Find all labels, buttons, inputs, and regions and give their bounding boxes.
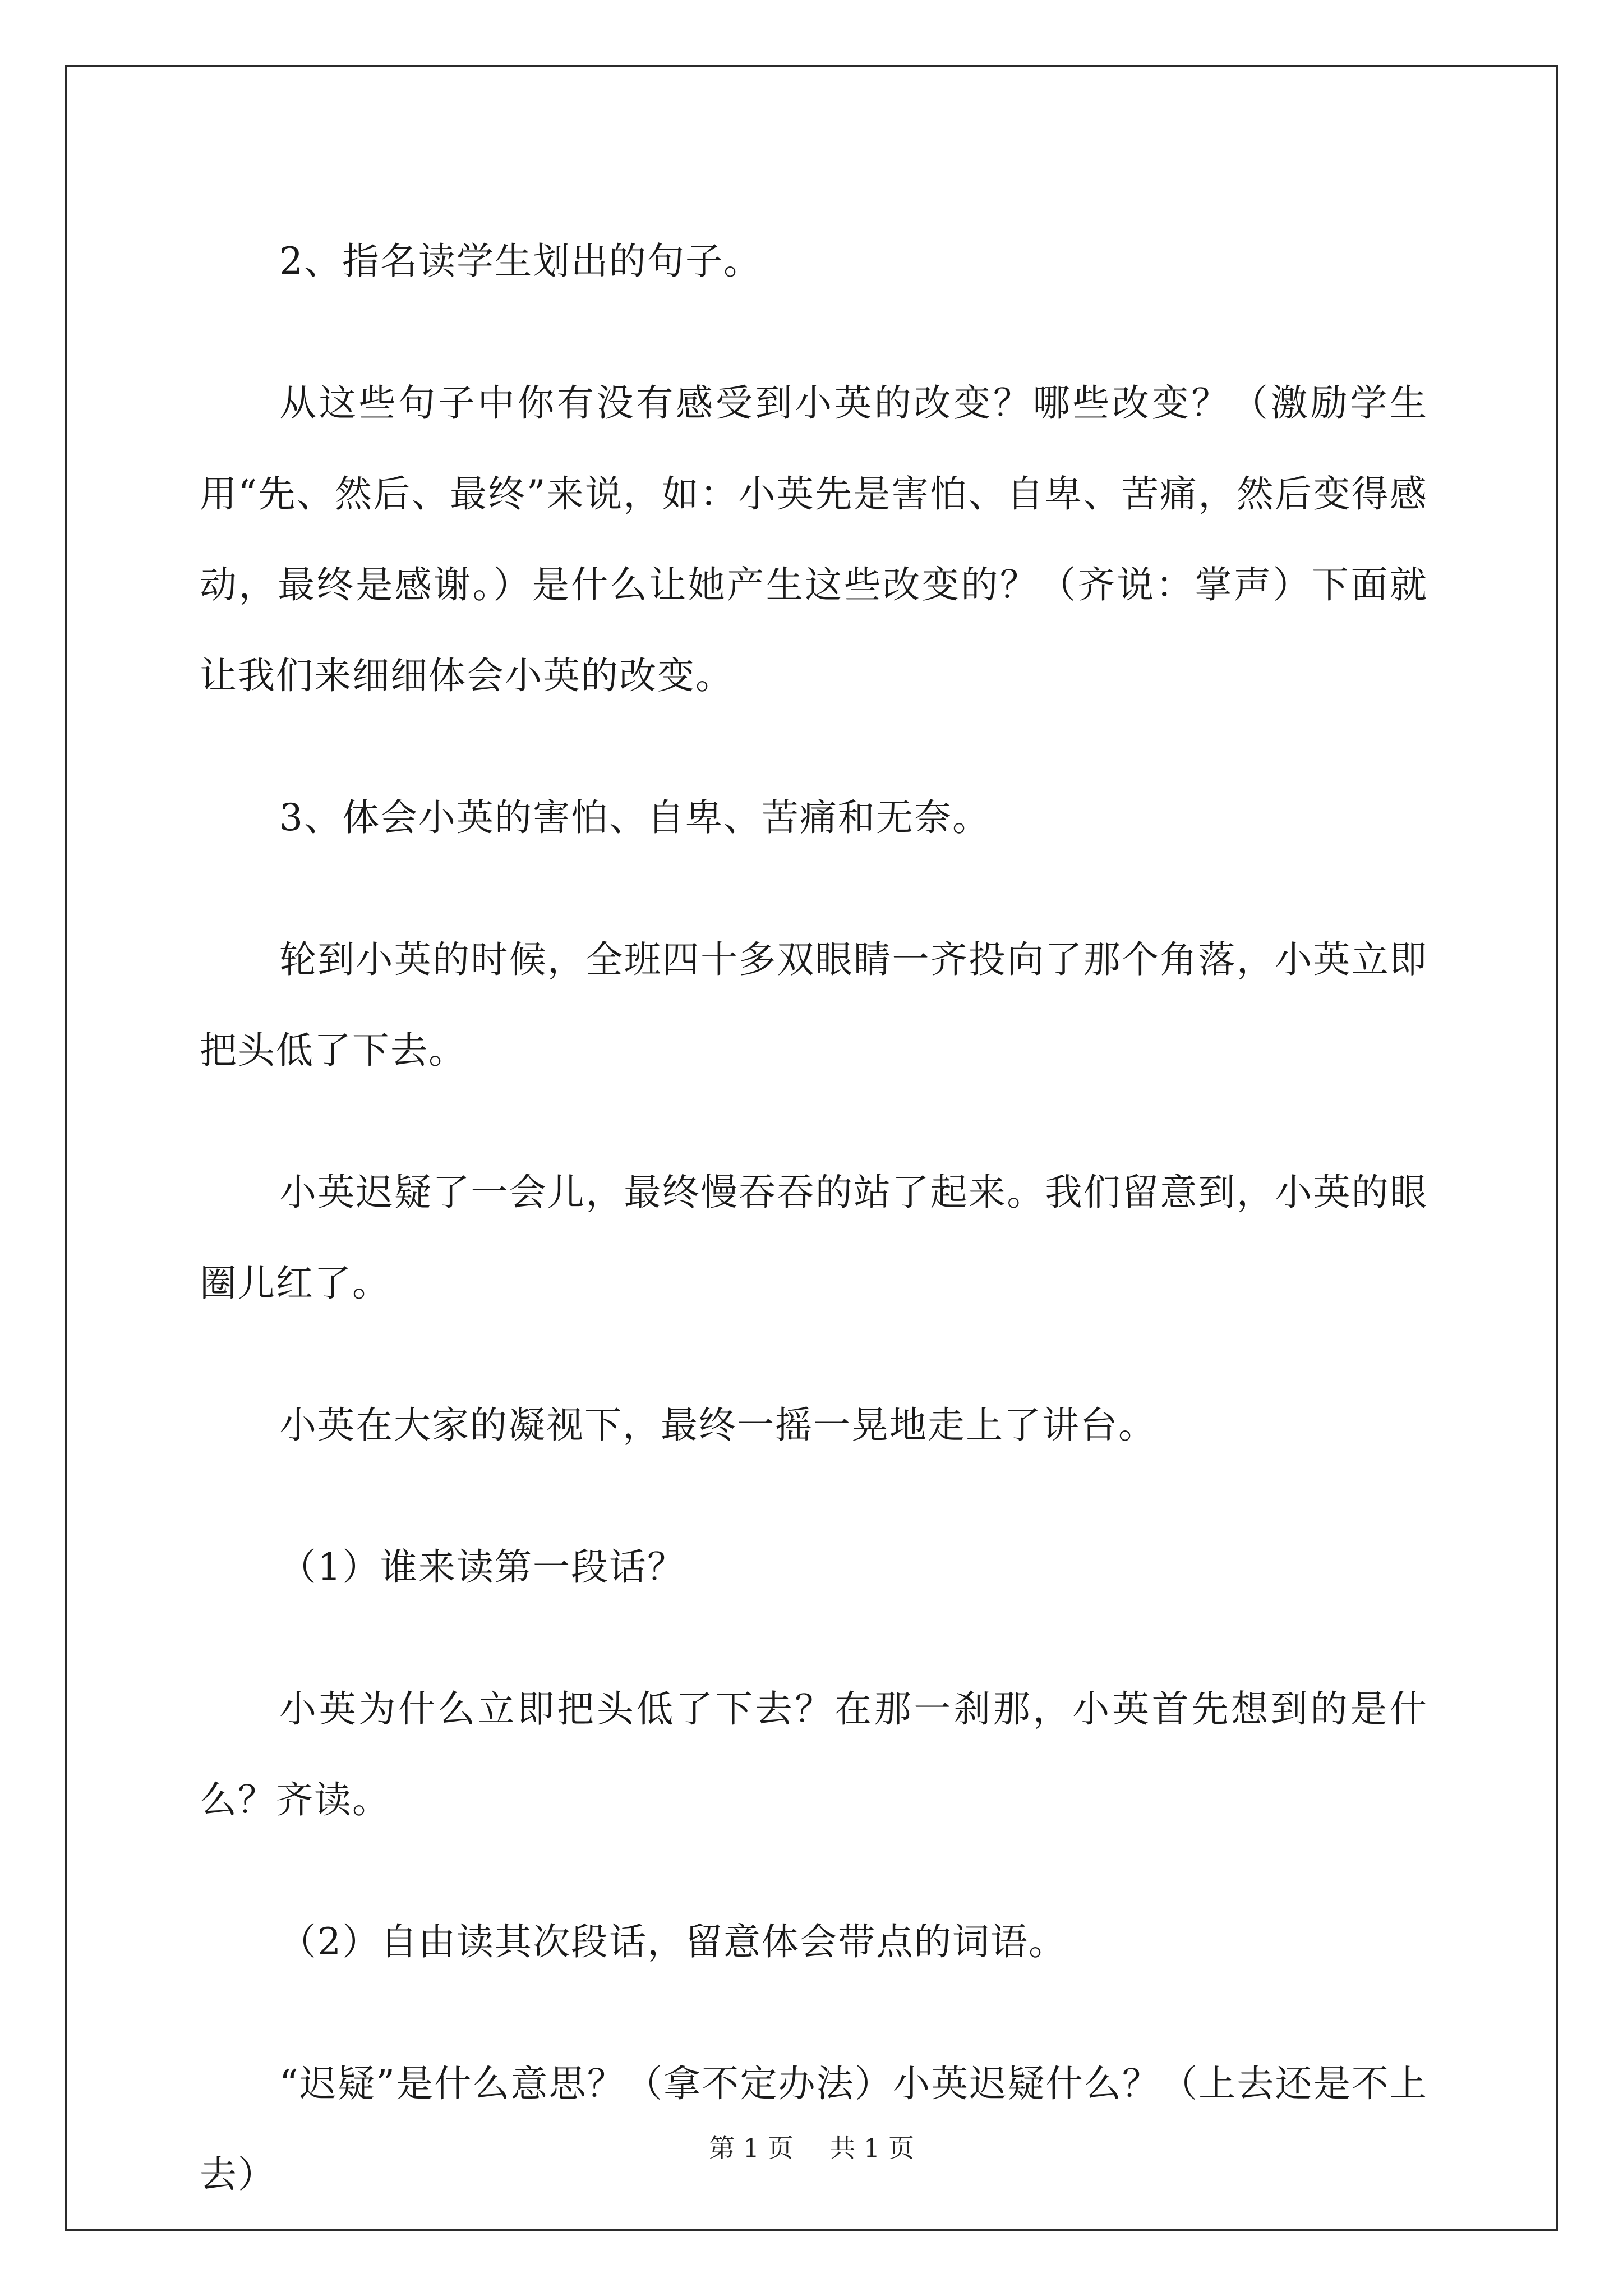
page-footer [0,2131,1623,2165]
paragraph: （2）自由读其次段话，留意体会带点的词语。 [279,1920,1067,1963]
document-body [200,216,1428,2271]
paragraph: 2、指名读学生划出的句子。 [279,240,762,283]
paragraph: 小英为什么立即把头低了下去？在那一刹那，小英首先想到的是什么？齐读。 [200,1687,1428,1821]
paragraph: 从这些句子中你有没有感受到小英的改变？哪些改变？（激励学生用“先、然后、最终”来说，如：小英先是害怕、自卑、苦痛，然后变得感动，最终是感谢。）是什么让她产生这些改变的？（齐说：掌声）下面就让我们来细细体会小英的改变。 [200,381,1428,697]
page-number: 第 1 页 [709,2133,794,2163]
paragraph: 小英在大家的凝视下，最终一摇一晃地走上了讲台。 [279,1404,1156,1447]
paragraph: 轮到小英的时候，全班四十多双眼睛一齐投向了那个角落，小英立即把头低了下去。 [200,938,1428,1072]
paragraph: 小英迟疑了一会儿，最终慢吞吞的站了起来。我们留意到，小英的眼圈儿红了。 [200,1171,1428,1305]
paragraph: 3、体会小英的害怕、自卑、苦痛和无奈。 [279,796,990,839]
paragraph: “迟疑”是什么意思？（拿不定办法）小英迟疑什么？（上去还是不上去） [200,2062,1428,2196]
paragraph: （1）谁来读第一段话？ [279,1545,685,1589]
page-total: 共 1 页 [829,2133,914,2163]
